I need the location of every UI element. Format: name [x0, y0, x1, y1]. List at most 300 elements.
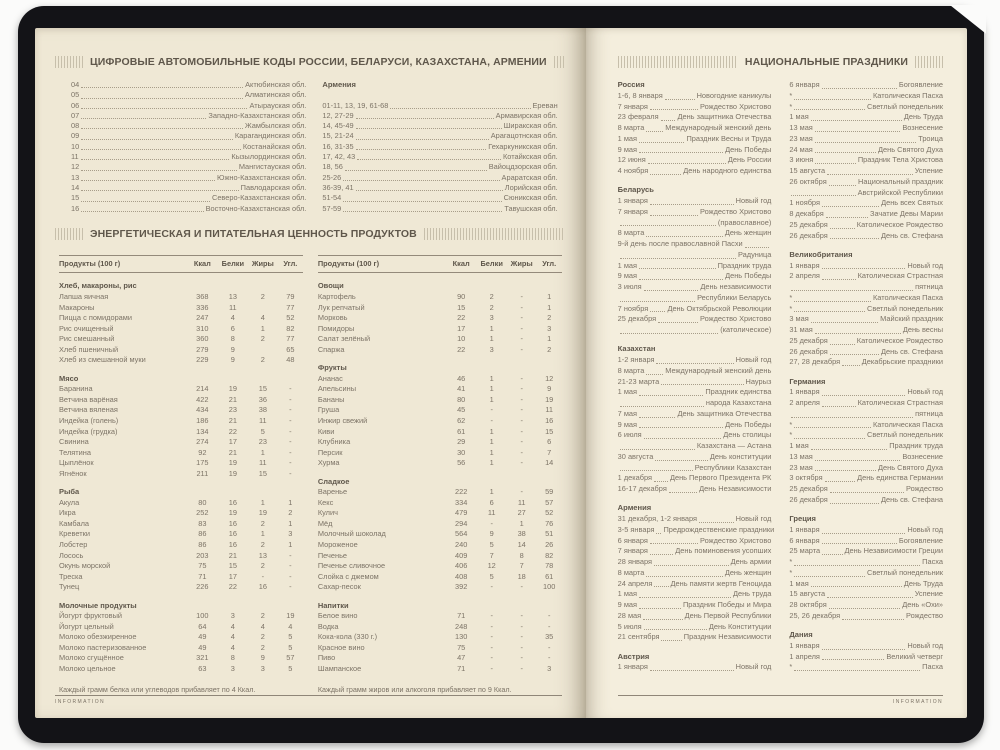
row-label: 9 мая	[617, 271, 638, 281]
row-value: Праздник труда	[889, 441, 944, 450]
food-value: 175	[196, 458, 209, 468]
food-product: Лук репчатый	[317, 302, 365, 312]
dots-leader	[822, 268, 906, 269]
food-value: -	[520, 302, 523, 312]
row-label: 13	[71, 172, 80, 182]
dots-leader	[639, 268, 716, 269]
dots-leader	[654, 565, 729, 566]
food-value: 16	[228, 539, 237, 549]
food-value: -	[289, 415, 292, 425]
holiday-row	[789, 652, 943, 663]
holiday-row	[789, 579, 943, 590]
row-value: День Победы	[725, 419, 772, 429]
row-value: Католическая Пасха	[873, 292, 944, 302]
food-value: 186	[196, 415, 209, 425]
row-value: Республики Казахстан	[694, 462, 772, 472]
food-notes	[55, 675, 564, 694]
row-label: 30 августа	[617, 451, 654, 461]
food-value: 17	[228, 437, 237, 447]
row-value: Майский праздник	[880, 314, 944, 324]
dots-leader	[825, 481, 856, 482]
food-product: Ананас	[317, 373, 343, 383]
food-table	[55, 251, 564, 675]
food-value: 19	[228, 468, 237, 478]
food-product: Телятина	[59, 447, 91, 457]
row-label: 1 мая	[789, 578, 809, 588]
food-section-title: Хлеб, макароны, рис	[59, 281, 137, 291]
row-value: День св. Стефана	[881, 230, 944, 240]
code-row	[322, 183, 557, 193]
row-label: 4 ноября	[617, 166, 649, 175]
row-label: 17, 42, 43	[322, 152, 356, 162]
country-header: Армения	[617, 503, 652, 513]
code-row	[322, 121, 557, 131]
dots-leader	[830, 344, 855, 345]
dots-leader	[794, 99, 871, 100]
food-product: Рис очищенный	[59, 323, 114, 333]
row-value: Рождество	[905, 484, 944, 493]
row-value: Новый год	[735, 355, 772, 364]
food-value: 240	[455, 539, 468, 549]
food-value: 4	[230, 621, 235, 631]
food-section-title: Овощи	[317, 281, 344, 291]
row-value: Светлый понедельник	[867, 101, 944, 111]
food-section-title: Фрукты	[317, 363, 347, 373]
row-value: День памяти жертв Геноцида	[670, 578, 772, 588]
row-label: 12, 27-29	[322, 110, 354, 120]
dots-leader	[655, 460, 707, 461]
holiday-row	[789, 102, 943, 113]
food-value: 408	[455, 571, 468, 581]
row-value: Праздник Тела Христова	[857, 155, 944, 165]
holiday-row	[618, 377, 772, 388]
food-value: 1	[489, 373, 494, 383]
food-value: 1	[489, 384, 494, 394]
dots-leader	[811, 586, 902, 587]
holiday-row	[789, 209, 943, 220]
dots-leader	[650, 670, 734, 671]
dots-leader	[81, 149, 241, 150]
food-row	[59, 384, 303, 395]
holiday-row	[618, 589, 772, 600]
food-value: -	[490, 621, 493, 631]
food-value: 49	[198, 632, 207, 642]
dots-leader	[356, 118, 494, 119]
row-value: День весны	[902, 325, 944, 334]
food-value: -	[289, 405, 292, 415]
dots-leader	[815, 152, 876, 153]
food-col-header: Угл.	[542, 258, 557, 268]
holiday-row	[789, 357, 943, 368]
row-value: Жамбылская обл.	[244, 121, 307, 131]
holiday-row	[789, 546, 943, 557]
food-value: 86	[198, 529, 207, 539]
row-label: 7 января	[617, 206, 648, 216]
holiday-row	[618, 409, 772, 420]
food-value: 82	[545, 550, 554, 560]
row-value: День Первого Президента РК	[669, 473, 772, 483]
food-row	[318, 395, 562, 406]
dots-leader	[646, 131, 663, 132]
food-row	[59, 508, 303, 519]
row-value: Успение	[914, 589, 944, 599]
row-value: День Независимости	[699, 484, 772, 493]
row-value: Международный женский день	[665, 365, 772, 375]
food-value: 22	[228, 582, 237, 592]
food-value: 334	[455, 497, 468, 507]
row-value: День Конституции	[708, 621, 772, 631]
holiday-row	[789, 155, 943, 166]
food-value: 15	[457, 302, 466, 312]
food-value: 16	[545, 415, 554, 425]
food-value: 29	[457, 437, 466, 447]
food-row	[59, 437, 303, 448]
food-row	[59, 632, 303, 643]
code-row	[322, 142, 557, 152]
row-label: 25, 26 декабря	[789, 610, 841, 620]
food-row	[59, 498, 303, 509]
food-value: 252	[196, 508, 209, 518]
holiday-row	[789, 589, 943, 600]
food-value: 11	[259, 415, 267, 425]
code-row	[322, 101, 557, 111]
row-value: День конституции	[709, 451, 772, 461]
row-label: 3-5 января	[617, 524, 655, 534]
holiday-row	[789, 261, 943, 272]
row-label: 1-6, 8 января	[617, 90, 663, 100]
row-value: День женщин	[724, 228, 772, 238]
food-table-header	[318, 255, 562, 274]
dots-leader	[822, 659, 884, 660]
row-label: 28 октября	[789, 600, 827, 609]
food-row	[59, 653, 303, 664]
food-value: 5	[288, 664, 293, 673]
food-value: 368	[196, 291, 209, 301]
row-value: День народного единства	[683, 166, 772, 175]
food-row	[318, 313, 562, 324]
row-label: 57-59	[322, 203, 342, 213]
food-value: 1	[288, 518, 293, 528]
food-value: 422	[196, 394, 209, 404]
food-value: 61	[545, 571, 554, 581]
row-label: 07	[71, 110, 80, 120]
row-value: Католическое Рождество	[856, 219, 944, 229]
food-value: 3	[489, 313, 494, 323]
row-value: Актюбинская обл.	[245, 80, 307, 89]
food-product: Баранина	[59, 384, 93, 394]
food-value: 14	[545, 458, 554, 468]
row-label: 5 июля	[617, 621, 642, 631]
food-value: 279	[196, 344, 209, 354]
food-section-title: Рыба	[59, 487, 80, 497]
row-label: 31 декабря, 1-2 января	[617, 514, 698, 523]
dots-leader	[650, 554, 673, 555]
food-value: 15	[228, 561, 237, 571]
food-product: Лосось	[59, 550, 84, 560]
holiday-row	[789, 600, 943, 611]
food-value: -	[520, 611, 523, 621]
row-label: 25 декабря	[789, 484, 828, 493]
dots-leader	[81, 170, 237, 171]
food-value: 11	[229, 302, 237, 312]
food-row	[318, 324, 562, 335]
dots-leader	[822, 88, 897, 89]
code-row	[71, 152, 306, 162]
food-value: -	[490, 611, 493, 621]
food-value: 3	[230, 664, 235, 673]
row-value: Католическая Страстная	[857, 398, 944, 407]
holiday-row	[618, 611, 772, 622]
country-header: Греция	[789, 514, 816, 523]
holiday-row	[618, 600, 772, 611]
holiday-row	[618, 314, 772, 325]
food-value: 38	[517, 529, 526, 539]
food-value: -	[490, 582, 493, 592]
holiday-row	[789, 495, 943, 506]
row-value: Западно-Казахстанская обл.	[208, 110, 307, 120]
holiday-row	[789, 336, 943, 347]
food-row	[318, 582, 562, 593]
row-value: День Независимости Греции	[844, 546, 944, 556]
row-value: Сюникская обл.	[503, 193, 558, 203]
food-row	[318, 416, 562, 427]
food-value: 11	[259, 458, 267, 468]
food-col-header: Белки	[221, 258, 245, 268]
food-product: Ветчина варёная	[59, 394, 118, 404]
row-value: Предрождественские праздники	[663, 524, 775, 534]
food-row	[59, 405, 303, 416]
food-value: 1	[547, 334, 552, 344]
food-table-left	[59, 255, 303, 675]
row-value: Национальный праздник	[858, 176, 944, 186]
row-label: 14	[71, 182, 80, 192]
car-codes-left	[71, 80, 306, 214]
food-col-header: Ккал	[193, 258, 211, 268]
row-value: Праздник единства	[705, 387, 772, 397]
food-value: 2	[260, 355, 265, 365]
dots-leader	[650, 311, 665, 312]
food-row	[59, 345, 303, 356]
holiday-row	[618, 325, 772, 336]
food-product: Молочный шоколад	[317, 529, 386, 539]
holiday-row	[618, 102, 772, 113]
food-value: 1	[260, 497, 265, 507]
food-value: 564	[455, 529, 468, 539]
row-label: 15	[71, 193, 80, 203]
dots-leader	[639, 395, 703, 396]
country-header: Беларусь	[617, 185, 654, 195]
row-label: 27, 28 декабря	[789, 357, 841, 367]
food-value: 2	[260, 632, 265, 642]
dots-leader	[815, 460, 901, 461]
row-value: День женщин	[724, 567, 772, 577]
dots-leader	[656, 363, 733, 364]
holiday-row	[789, 525, 943, 536]
row-value: Католическая Страстная	[857, 271, 944, 281]
food-product: Икра	[59, 508, 76, 518]
food-row	[318, 508, 562, 519]
food-value: 3	[547, 323, 552, 333]
food-value: -	[520, 642, 523, 652]
dots-leader	[661, 120, 676, 121]
row-label: 23 мая	[789, 462, 813, 472]
holiday-row	[789, 123, 943, 134]
holiday-row	[618, 484, 772, 495]
food-value: 56	[457, 458, 466, 468]
food-table-right	[318, 255, 562, 675]
food-value: 83	[198, 518, 207, 528]
holiday-row	[618, 196, 772, 207]
dots-leader	[654, 481, 668, 482]
food-value: 1	[288, 539, 293, 549]
row-value: Светлый понедельник	[867, 567, 944, 577]
food-row	[318, 632, 562, 643]
food-value: 14	[517, 539, 526, 549]
holiday-row	[618, 366, 772, 377]
row-value: Праздник Победы и Мира	[682, 600, 772, 609]
holidays-col-left	[617, 80, 775, 673]
holiday-row	[618, 239, 772, 250]
dots-leader	[648, 163, 726, 164]
holiday-row	[789, 473, 943, 484]
holiday-row	[789, 166, 943, 177]
food-product: Молоко пастеризованное	[59, 642, 147, 652]
food-value: -	[520, 653, 523, 663]
food-value: 1	[547, 291, 552, 301]
food-row	[318, 551, 562, 562]
food-product: Кока-кола (330 г.)	[317, 632, 378, 642]
food-product: Молоко сгущённое	[59, 653, 124, 663]
food-value: 1	[260, 323, 265, 333]
food-value: -	[490, 653, 493, 663]
food-row	[59, 582, 303, 593]
dots-leader	[815, 142, 916, 143]
food-product: Молоко обезжиренное	[59, 632, 137, 642]
holiday-row	[789, 282, 943, 293]
row-value: День защитника Отечества	[677, 408, 772, 418]
food-value: 3	[547, 664, 552, 673]
food-value: 62	[457, 415, 466, 425]
row-label: *	[789, 101, 793, 111]
food-value: 12	[545, 373, 554, 383]
food-product: Хлеб из смешанной муки	[59, 355, 146, 365]
code-row	[71, 183, 306, 193]
food-value: -	[547, 642, 551, 652]
country-header: Германия	[789, 376, 826, 386]
row-label: 25 марта	[789, 546, 821, 556]
row-value: Рождество Христово	[700, 535, 772, 545]
dots-leader	[794, 670, 920, 671]
food-value	[248, 345, 278, 356]
code-row	[322, 111, 557, 121]
food-value: 5	[288, 632, 293, 642]
food-row	[59, 395, 303, 406]
food-value: 17	[228, 571, 237, 581]
food-product: Кулич	[317, 508, 338, 518]
food-value: -	[547, 621, 551, 631]
food-value: -	[289, 468, 292, 478]
row-label: 21-23 марта	[617, 376, 660, 386]
row-value: Богоявление	[898, 535, 944, 545]
row-label: 23 февраля	[617, 112, 659, 122]
food-value: 11	[487, 508, 496, 518]
food-value: -	[490, 642, 493, 652]
food-value: 61	[457, 426, 466, 436]
food-section-title: Напитки	[317, 600, 349, 610]
row-value: народа Казахстана	[705, 398, 772, 407]
holiday-row	[789, 314, 943, 325]
row-label: *	[789, 567, 793, 577]
row-value: День независимости	[700, 282, 772, 291]
food-value: 1	[489, 426, 494, 436]
blank-row	[322, 90, 557, 100]
food-value: 63	[198, 664, 207, 673]
food-value: 23	[228, 405, 237, 415]
row-value: Радуница	[737, 249, 772, 259]
row-value: Вознесение	[902, 123, 944, 132]
dots-leader	[650, 109, 698, 110]
car-codes-header-band	[55, 54, 564, 69]
holiday-row	[618, 514, 772, 525]
holiday-row	[618, 134, 772, 145]
food-value: 80	[457, 394, 466, 404]
food-value: 23	[258, 437, 267, 447]
dots-leader	[822, 406, 856, 407]
row-value: Алматинская обл.	[244, 90, 307, 100]
holiday-row	[789, 452, 943, 463]
code-row	[322, 131, 557, 141]
row-value: Пасха	[922, 557, 944, 566]
row-label: 1-2 января	[617, 355, 655, 364]
food-col-header: Жиры	[251, 258, 274, 268]
food-value: 3	[260, 664, 265, 673]
food-value: 9	[260, 653, 265, 663]
row-label: 05	[71, 90, 80, 100]
row-value: Светлый понедельник	[867, 430, 944, 440]
food-value: -	[520, 487, 523, 497]
row-label: 3 июня	[789, 155, 814, 165]
dots-leader	[815, 333, 901, 334]
food-product: Водка	[317, 621, 339, 631]
row-value: День поминовения усопших	[675, 546, 772, 556]
row-label: 7 января	[617, 546, 648, 556]
food-value: 75	[198, 561, 207, 571]
food-product: Цыплёнок	[59, 458, 94, 468]
food-product: Пиво	[317, 653, 336, 663]
row-value: Вайоцдзорская обл.	[488, 162, 558, 172]
food-value: 134	[196, 426, 209, 436]
holiday-row	[789, 231, 943, 242]
dots-leader	[791, 290, 913, 291]
holiday-row	[618, 112, 772, 123]
food-value: -	[289, 384, 292, 394]
holidays-title: НАЦИОНАЛЬНЫЕ ПРАЗДНИКИ	[744, 55, 908, 68]
dots-leader	[829, 185, 856, 186]
food-product: Слойка с джемом	[317, 571, 379, 581]
row-label: 1 апреля	[789, 651, 820, 661]
row-value: Мангистауская обл.	[238, 162, 307, 172]
row-label: 1 мая	[617, 133, 638, 143]
row-value: Павлодарская обл.	[240, 182, 307, 192]
dots-leader	[665, 99, 695, 100]
food-value: 82	[286, 323, 295, 333]
dots-leader	[345, 170, 487, 171]
stripe-pattern	[55, 228, 83, 240]
food-value: 310	[196, 323, 209, 333]
food-value: 78	[545, 561, 554, 571]
food-value: 57	[286, 653, 295, 663]
holiday-row	[618, 463, 772, 474]
